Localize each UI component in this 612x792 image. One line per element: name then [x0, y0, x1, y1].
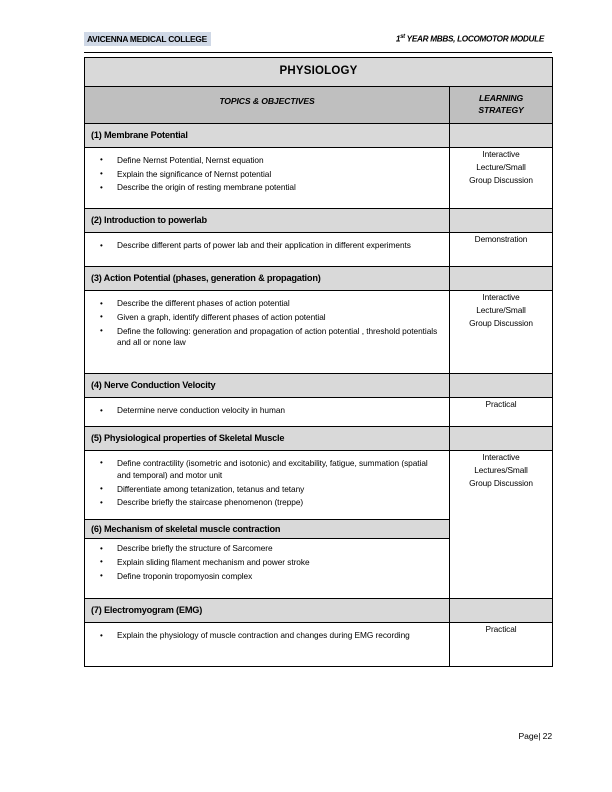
list-item: • Define troponin tropomyosin complex — [91, 571, 441, 583]
strategy-line: Demonstration — [474, 234, 528, 245]
objectives-cell-7 — [85, 623, 450, 667]
physiology-schedule-table — [84, 57, 553, 667]
section-heading-6: (6) Mechanism of skeletal muscle contraction — [85, 519, 449, 539]
column-header-topics: TOPICS & OBJECTIVES — [85, 87, 450, 124]
list-item: • Define Nernst Potential, Nernst equation — [91, 155, 441, 167]
section-strategy-spacer-4 — [450, 374, 553, 398]
objectives-cell-2 — [85, 233, 450, 267]
objectives-cell-5-6 — [85, 450, 450, 598]
strategy-line: Lecture/Small — [476, 161, 526, 172]
list-item: • Given a graph, identify different phases of action potential — [91, 312, 441, 324]
section-heading-row — [85, 267, 553, 291]
strategy-line: Group Discussion — [469, 174, 533, 185]
institution-name: AVICENNA MEDICAL COLLEGE — [84, 32, 211, 46]
strategy-line: Group Discussion — [469, 317, 533, 328]
list-item: • Explain sliding filament mechanism and power stroke — [91, 557, 441, 569]
section-heading-5: (5) Physiological properties of Skeletal Muscle — [85, 426, 450, 450]
section-heading-row — [85, 374, 553, 398]
section-content-row — [85, 291, 553, 374]
section-content-row — [85, 147, 553, 208]
strategy-cell-2 — [450, 233, 553, 267]
strategy-line: Interactive — [482, 292, 520, 303]
section-heading-1: (1) Membrane Potential — [85, 123, 450, 147]
column-header-strategy-line2: STRATEGY — [478, 105, 524, 116]
list-item: • Describe briefly the staircase phenomenon (treppe) — [91, 497, 441, 509]
list-item: • Determine nerve conduction velocity in human — [91, 405, 441, 417]
objective-list-6 — [91, 543, 441, 582]
section-heading-7: (7) Electromyogram (EMG) — [85, 599, 450, 623]
section-heading-row — [85, 123, 553, 147]
list-item: • Describe the different phases of action potential — [91, 298, 441, 310]
section-heading-3: (3) Action Potential (phases, generation & propagation) — [85, 267, 450, 291]
column-header-strategy-line1: LEARNING — [478, 93, 524, 103]
section-content-row — [85, 450, 553, 598]
table-title-row — [85, 58, 553, 87]
objective-list-4 — [91, 405, 441, 417]
strategy-cell-1 — [450, 147, 553, 208]
strategy-line: Practical — [485, 624, 517, 635]
list-item: • Describe different parts of power lab and their application in different experiments — [91, 240, 441, 252]
objectives-cell-4 — [85, 398, 450, 427]
list-item: • Define contractility (isometric and isotonic) and excitability, fatigue, summation (spatial and temporal) and motor unit — [91, 458, 441, 482]
strategy-cell-3 — [450, 291, 553, 374]
column-header-strategy — [450, 87, 553, 124]
strategy-line: Interactive — [482, 451, 520, 462]
strategy-line: Interactive — [482, 148, 520, 159]
section-strategy-spacer-7 — [450, 599, 553, 623]
objective-list-7 — [91, 630, 441, 642]
section-heading-2: (2) Introduction to powerlab — [85, 209, 450, 233]
objective-list-2 — [91, 240, 441, 252]
objective-list-1 — [91, 155, 441, 194]
strategy-line: Lectures/Small — [474, 464, 528, 475]
list-item: • Describe the origin of resting membrane potential — [91, 182, 441, 194]
objective-list-3 — [91, 298, 441, 349]
objectives-block-6 — [85, 539, 449, 598]
module-year-number: 1 — [395, 34, 401, 44]
strategy-line: Lecture/Small — [476, 304, 526, 315]
section-heading-row — [85, 426, 553, 450]
section-heading-4: (4) Nerve Conduction Velocity — [85, 374, 450, 398]
section-strategy-spacer-1 — [450, 123, 553, 147]
strategy-cell-4 — [450, 398, 553, 427]
strategy-cell-5-6 — [450, 450, 553, 598]
section-strategy-spacer-2 — [450, 209, 553, 233]
section-content-row — [85, 233, 553, 267]
strategy-line: Practical — [485, 399, 517, 410]
section-strategy-spacer-3 — [450, 267, 553, 291]
module-name: YEAR MBBS, LOCOMOTOR MODULE — [404, 34, 544, 44]
section-content-row — [85, 398, 553, 427]
section-heading-row — [85, 209, 553, 233]
module-year-ordinal: st — [400, 34, 405, 40]
objective-list-5 — [91, 458, 441, 509]
page-footer — [84, 731, 552, 741]
section-content-row — [85, 623, 553, 667]
strategy-line: Group Discussion — [469, 477, 533, 488]
list-item: • Differentiate among tetanization, tetanus and tetany — [91, 484, 441, 496]
page-number: Page| 22 — [518, 731, 552, 741]
list-item: • Explain the physiology of muscle contraction and changes during EMG recording — [91, 630, 441, 642]
list-item: • Define the following: generation and propagation of action potential , threshold potentials and all or none law — [91, 326, 441, 350]
objectives-cell-1 — [85, 147, 450, 208]
strategy-cell-7 — [450, 623, 553, 667]
header-divider — [84, 52, 552, 53]
section-strategy-spacer-5 — [450, 426, 553, 450]
objectives-block-5 — [85, 451, 449, 519]
objectives-cell-3 — [85, 291, 450, 374]
table-header-row — [85, 87, 553, 124]
list-item: • Describe briefly the structure of Sarcomere — [91, 543, 441, 555]
module-title — [396, 34, 544, 44]
document-header — [84, 32, 552, 54]
subject-title: PHYSIOLOGY — [85, 58, 553, 87]
list-item: • Explain the significance of Nernst potential — [91, 169, 441, 181]
section-heading-row — [85, 599, 553, 623]
